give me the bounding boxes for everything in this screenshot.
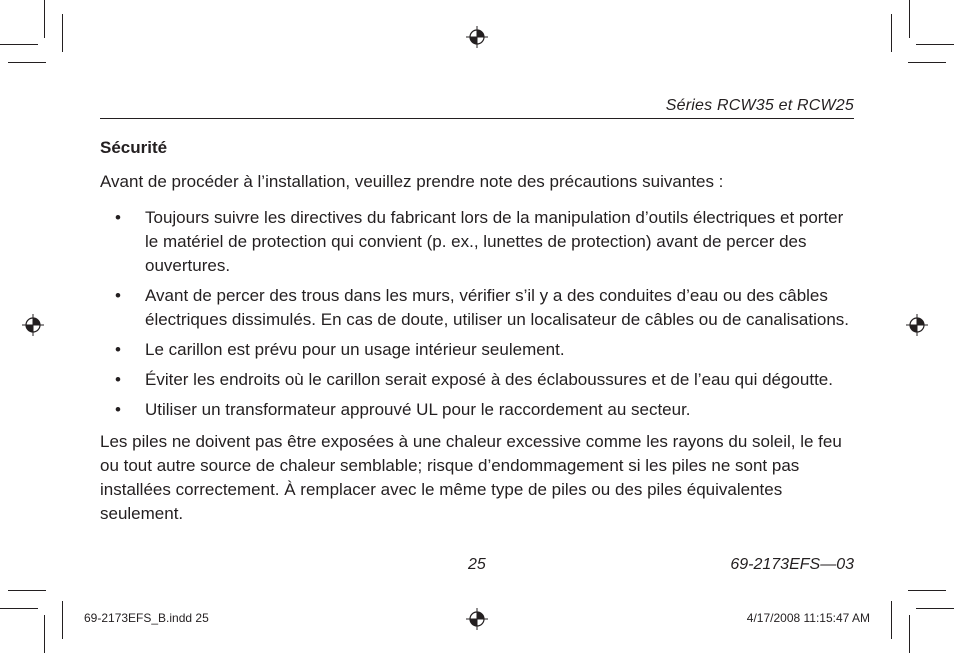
crop-mark	[916, 44, 954, 45]
crop-mark	[0, 608, 38, 609]
registration-target-icon	[22, 314, 44, 336]
crop-mark	[44, 0, 45, 38]
crop-mark	[891, 601, 892, 639]
running-header: Séries RCW35 et RCW25	[665, 97, 854, 114]
bullet-icon: •	[115, 286, 121, 305]
page-number: 25	[468, 556, 486, 573]
list-item	[100, 398, 860, 422]
document-code: 69-2173EFS—03	[730, 556, 854, 573]
bullet-icon: •	[115, 340, 121, 359]
bullet-icon: •	[115, 400, 121, 419]
registration-target-icon	[466, 26, 488, 48]
list-item	[100, 368, 860, 392]
crop-mark	[62, 14, 63, 52]
registration-target-icon	[906, 314, 928, 336]
crop-mark	[0, 44, 38, 45]
list-item-text: Le carillon est prévu pour un usage intérieur seulement.	[145, 340, 565, 359]
list-item-text: Toujours suivre les directives du fabricant lors de la manipulation d’outils électriques et porter le matériel de protection qui convient (p. ex., lunettes de protection) avant de percer des ouvertures.	[145, 208, 844, 275]
section-title: Sécurité	[100, 138, 168, 157]
battery-warning-paragraph: Les piles ne doivent pas être exposées à une chaleur excessive comme les rayons du soleil, le feu ou tout autre source de chaleur semblable; risque d’endommagement si les piles ne sont pas installées correctement. À remplacer avec le même type de piles ou des piles équivalentes seulement.	[100, 432, 842, 523]
header-rule	[100, 118, 854, 119]
registration-target-icon	[466, 608, 488, 630]
list-item	[100, 338, 860, 362]
page-content	[100, 136, 860, 526]
crop-mark	[909, 0, 910, 38]
crop-mark	[909, 615, 910, 653]
list-item	[100, 206, 860, 278]
list-item-text: Utiliser un transformateur approuvé UL pour le raccordement au secteur.	[145, 400, 691, 419]
bullet-icon: •	[115, 208, 121, 227]
crop-mark	[916, 608, 954, 609]
crop-mark	[908, 62, 946, 63]
slug-file-info: 69-2173EFS_B.indd 25	[84, 611, 209, 625]
intro-paragraph: Avant de procéder à l’installation, veuillez prendre note des précautions suivantes :	[100, 172, 724, 191]
list-item	[100, 284, 860, 332]
list-item-text: Éviter les endroits où le carillon serait exposé à des éclaboussures et de l’eau qui dégoutte.	[145, 370, 833, 389]
crop-mark	[8, 590, 46, 591]
precautions-list	[100, 206, 860, 422]
crop-mark	[8, 62, 46, 63]
bullet-icon: •	[115, 370, 121, 389]
crop-mark	[44, 615, 45, 653]
crop-mark	[891, 14, 892, 52]
slug-timestamp: 4/17/2008 11:15:47 AM	[746, 611, 870, 625]
list-item-text: Avant de percer des trous dans les murs, vérifier s’il y a des conduites d’eau ou des câbles électriques dissimulés. En cas de doute, utiliser un localisateur de câbles ou de canalisations.	[145, 286, 850, 329]
crop-mark	[908, 590, 946, 591]
crop-mark	[62, 601, 63, 639]
